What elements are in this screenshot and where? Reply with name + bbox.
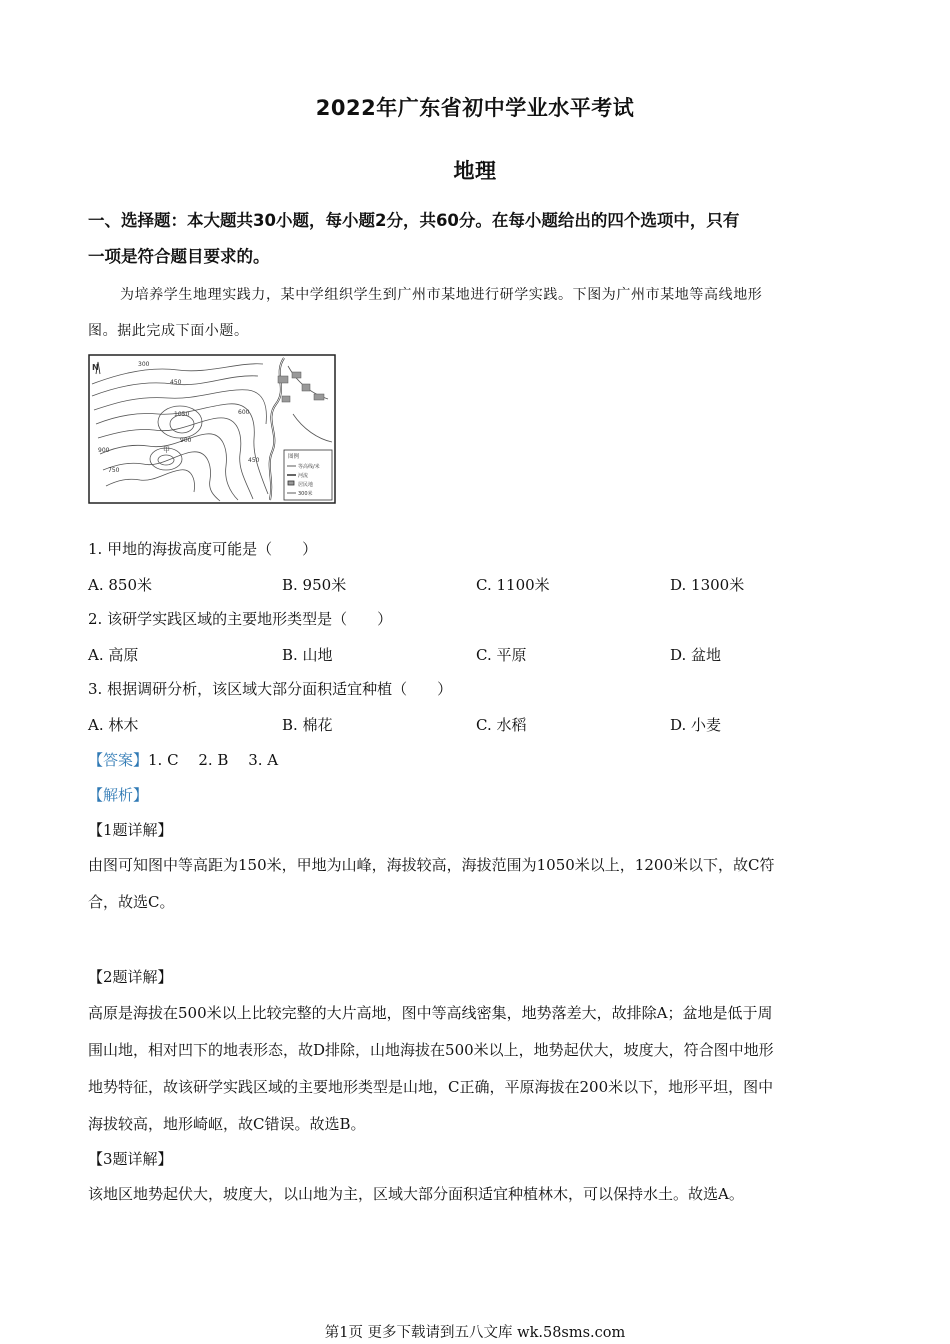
option-a: A. 高原 bbox=[88, 646, 139, 664]
section-heading-line1: 一、选择题：本大题共30小题，每小题2分，共60分。在每小题给出的四个选项中，只有 bbox=[88, 211, 740, 230]
page-footer: 第1页 更多下载请到五八文库 wk.58sms.com bbox=[324, 1325, 626, 1341]
option-d: D. 1300米 bbox=[670, 576, 745, 594]
contour-map bbox=[88, 354, 336, 504]
answer-tag: 【答案】 bbox=[88, 751, 149, 769]
contour-label: 900 bbox=[98, 447, 110, 454]
answer-text: 1. C 2. B 3. A bbox=[148, 751, 279, 769]
option-c: C. 水稻 bbox=[476, 716, 527, 734]
contour-label: 750 bbox=[108, 467, 120, 474]
q3-detail-line: 该地区地势起伏大，坡度大，以山地为主，区域大部分面积适宜种植林木，可以保持水土。故选A。 bbox=[88, 1185, 744, 1203]
section-heading-line2: 一项是符合题目要求的。 bbox=[88, 247, 270, 266]
q2-detail-line: 海拔较高，地形崎岖，故C错误。故选B。 bbox=[88, 1115, 366, 1133]
place-label: 甲 bbox=[163, 446, 170, 454]
option-b: B. 950米 bbox=[282, 576, 347, 594]
north-arrow-label: N bbox=[92, 363, 99, 372]
contour-label: 1050 bbox=[174, 411, 190, 418]
contour-label: 900 bbox=[180, 437, 192, 444]
q3-detail-heading: 【3题详解】 bbox=[88, 1150, 173, 1168]
option-c: C. 平原 bbox=[476, 646, 527, 664]
option-d: D. 小麦 bbox=[670, 716, 722, 734]
intro-line1: 为培养学生地理实践力，某中学组织学生到广州市某地进行研学实践。下图为广州市某地等高线地形 bbox=[120, 287, 763, 303]
q2-detail-heading: 【2题详解】 bbox=[88, 968, 173, 986]
q1-detail-line: 合，故选C。 bbox=[88, 893, 175, 911]
q2-detail-line: 围山地，相对凹下的地表形态，故D排除，山地海拔在500米以上，地势起伏大，坡度大，符合图中地形 bbox=[88, 1041, 774, 1059]
subject-title: 地理 bbox=[453, 159, 497, 183]
legend-title: 图例 bbox=[288, 454, 300, 460]
question-stem: 3. 根据调研分析，该区域大部分面积适宜种植（ ） bbox=[88, 680, 453, 698]
q1-detail-line: 由图可知图中等高距为150米，甲地为山峰，海拔较高，海拔范围为1050米以上，1200米以下，故C符 bbox=[88, 856, 775, 874]
q2-detail-line: 地势特征，故该研学实践区域的主要地形类型是山地，C正确，平原海拔在200米以下，地形平坦，图中 bbox=[88, 1078, 774, 1096]
contour-label: 600 bbox=[238, 409, 250, 416]
option-b: B. 山地 bbox=[282, 646, 333, 664]
contour-label: 450 bbox=[248, 457, 260, 464]
legend-item: 等高线/米 bbox=[298, 464, 320, 470]
legend-item: 河流 bbox=[298, 473, 309, 479]
option-c: C. 1100米 bbox=[476, 576, 550, 594]
legend-item: 300米 bbox=[298, 491, 313, 497]
question-stem: 1. 甲地的海拔高度可能是（ ） bbox=[88, 540, 318, 558]
analysis-tag: 【解析】 bbox=[88, 786, 149, 804]
q1-detail-heading: 【1题详解】 bbox=[88, 821, 173, 839]
option-a: A. 850米 bbox=[88, 576, 152, 594]
option-a: A. 林木 bbox=[88, 716, 139, 734]
q2-detail-line: 高原是海拔在500米以上比较完整的大片高地，图中等高线密集，地势落差大，故排除A；盆地是低于周 bbox=[88, 1004, 773, 1022]
legend-item: 居民地 bbox=[298, 482, 314, 488]
option-b: B. 棉花 bbox=[282, 716, 333, 734]
answer-line bbox=[88, 749, 868, 771]
contour-label: 300 bbox=[138, 361, 150, 368]
question-stem: 2. 该研学实践区域的主要地形类型是（ ） bbox=[88, 610, 393, 628]
intro-line2: 图。据此完成下面小题。 bbox=[88, 323, 249, 339]
option-d: D. 盆地 bbox=[670, 646, 722, 664]
document-title: 2022年广东省初中学业水平考试 bbox=[315, 96, 635, 120]
contour-label: 450 bbox=[170, 379, 182, 386]
